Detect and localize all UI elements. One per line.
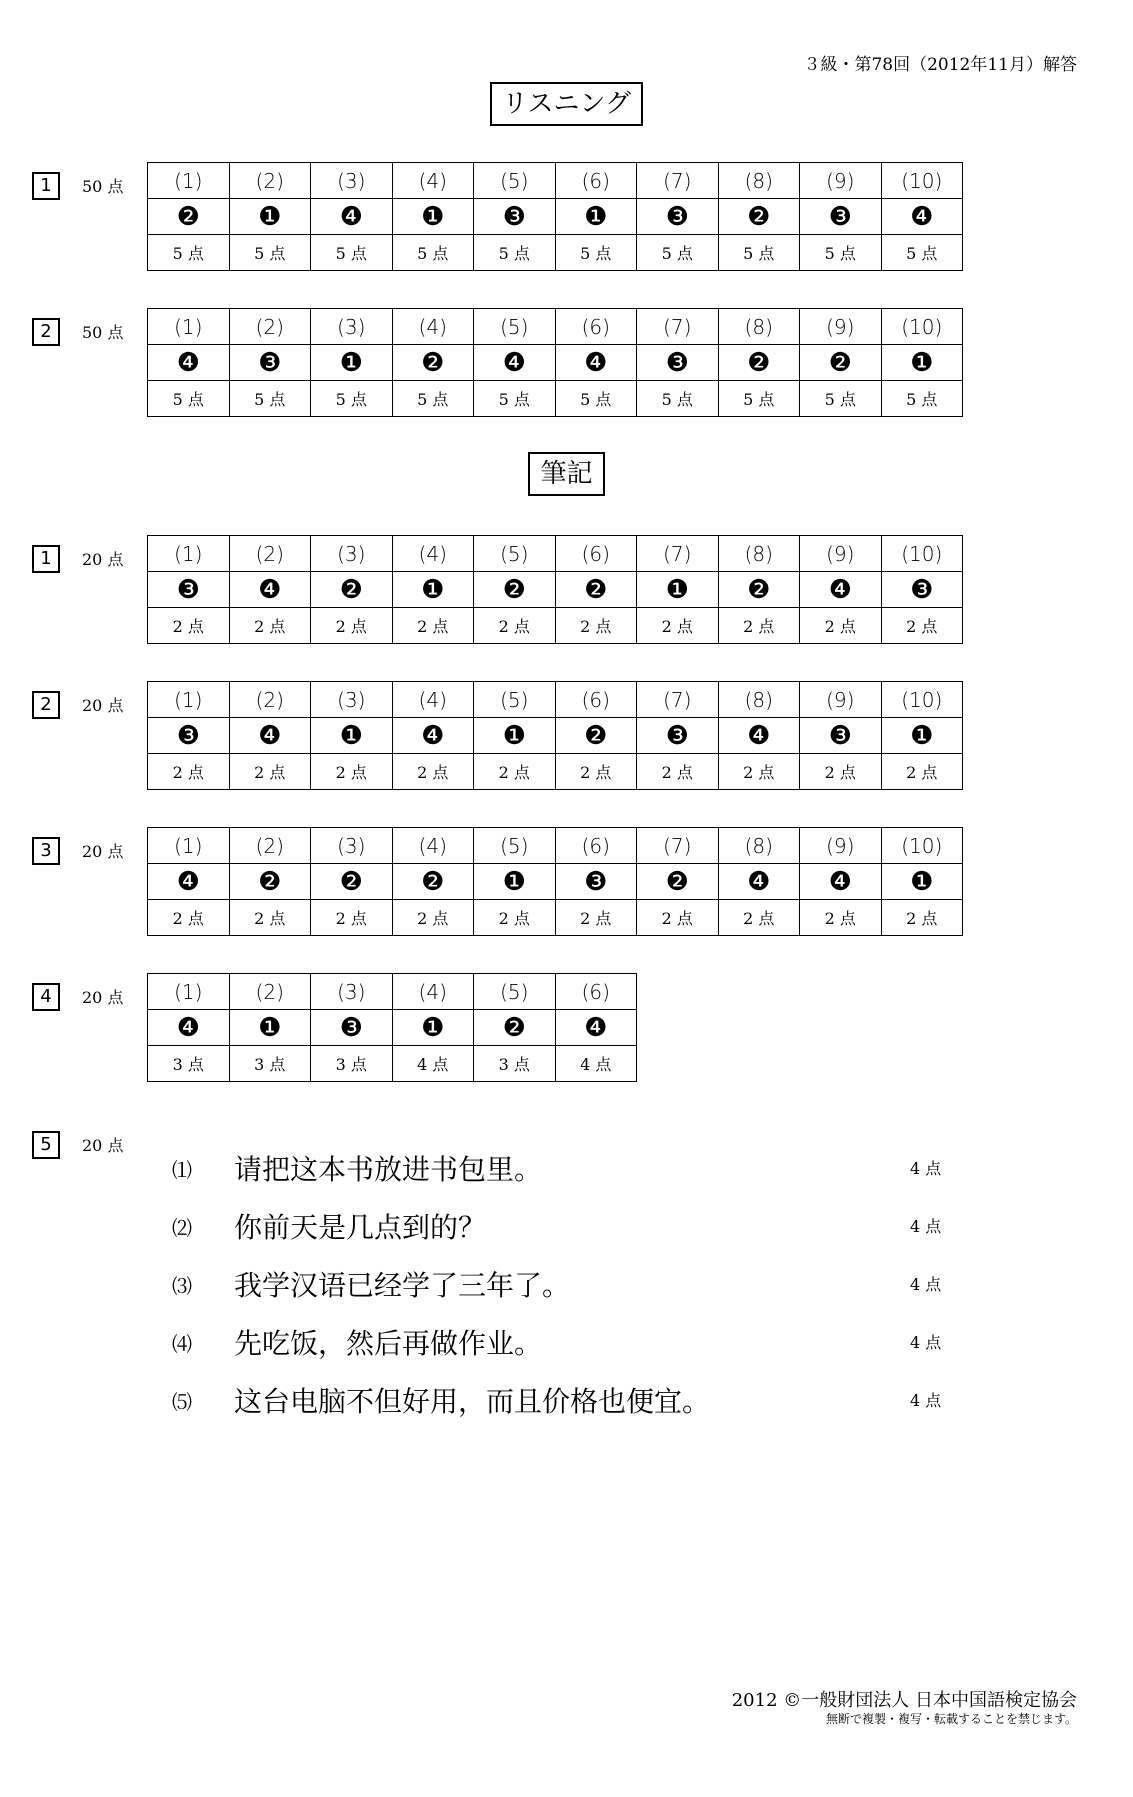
item-label: (8) <box>718 682 800 718</box>
answer-cell: ❶ <box>392 1010 474 1046</box>
score-cell: 5 点 <box>474 381 556 417</box>
score-cell: 5 点 <box>311 235 393 271</box>
item-label: (3) <box>311 974 393 1010</box>
question-number: 1 <box>32 172 60 200</box>
answer-cell: ❶ <box>229 1010 311 1046</box>
question-points: 20 点 <box>82 1136 124 1155</box>
answer-cell: ❷ <box>718 572 800 608</box>
translation-item <box>172 1380 972 1438</box>
answer-cell: ❹ <box>881 199 963 235</box>
score-cell: 2 点 <box>637 900 719 936</box>
score-cell: 4 点 <box>392 1046 474 1082</box>
answer-cell: ❶ <box>474 864 556 900</box>
question-points: 50 点 <box>82 177 124 196</box>
item-label: (7) <box>637 682 719 718</box>
answer-cell: ❹ <box>311 199 393 235</box>
item-label: (2) <box>229 974 311 1010</box>
listening-question-1 <box>32 162 992 272</box>
question-number: 2 <box>32 691 60 719</box>
score-cell: 2 点 <box>392 754 474 790</box>
question-number: 2 <box>32 318 60 346</box>
answer-cell: ❷ <box>637 864 719 900</box>
item-label: ⑷ <box>172 1332 192 1356</box>
item-points: 4 点 <box>910 1391 942 1410</box>
score-cell: 3 点 <box>474 1046 556 1082</box>
writing-title: 筆記 <box>528 452 604 496</box>
item-label: (4) <box>392 974 474 1010</box>
translation-text: 这台电脑不但好用，而且价格也便宜。 <box>234 1385 711 1418</box>
answer-table <box>147 973 637 1082</box>
score-cell: 2 点 <box>311 608 393 644</box>
item-label: (4) <box>392 828 474 864</box>
answer-cell: ❷ <box>555 718 637 754</box>
answer-cell: ❹ <box>555 1010 637 1046</box>
translation-item <box>172 1264 972 1322</box>
answer-cell: ❹ <box>800 864 882 900</box>
item-label: (10) <box>881 309 963 345</box>
item-label: (3) <box>311 163 393 199</box>
question-points: 20 点 <box>82 696 124 715</box>
score-cell: 4 点 <box>555 1046 637 1082</box>
writing-question-3 <box>32 827 992 937</box>
item-points: 4 点 <box>910 1217 942 1236</box>
question-number: 1 <box>32 545 60 573</box>
score-cell: 2 点 <box>555 608 637 644</box>
writing-question-2 <box>32 681 992 791</box>
item-label: (5) <box>474 682 556 718</box>
answer-cell: ❸ <box>881 572 963 608</box>
item-label: (1) <box>148 682 230 718</box>
answer-cell: ❷ <box>392 864 474 900</box>
score-cell: 2 点 <box>148 754 230 790</box>
item-label: (4) <box>392 682 474 718</box>
score-cell: 5 点 <box>555 381 637 417</box>
page-header: ３級・第78回（2012年11月）解答 <box>803 55 1077 75</box>
answer-cell: ❹ <box>392 718 474 754</box>
score-cell: 3 点 <box>311 1046 393 1082</box>
question-number: 3 <box>32 837 60 865</box>
item-points: 4 点 <box>910 1159 942 1178</box>
score-cell: 5 点 <box>881 381 963 417</box>
score-cell: 2 点 <box>311 900 393 936</box>
answer-cell: ❷ <box>800 345 882 381</box>
item-label: (1) <box>148 309 230 345</box>
item-label: (8) <box>718 828 800 864</box>
score-cell: 2 点 <box>881 754 963 790</box>
answer-cell: ❹ <box>148 345 230 381</box>
answer-cell: ❸ <box>800 718 882 754</box>
answer-cell: ❸ <box>311 1010 393 1046</box>
answer-cell: ❹ <box>718 864 800 900</box>
item-label: (10) <box>881 828 963 864</box>
score-cell: 2 点 <box>800 754 882 790</box>
answer-cell: ❷ <box>392 345 474 381</box>
answer-cell: ❹ <box>555 345 637 381</box>
question-points: 20 点 <box>82 842 124 861</box>
item-label: (6) <box>555 828 637 864</box>
translation-text: 请把这本书放进书包里。 <box>234 1153 543 1186</box>
score-cell: 5 点 <box>229 381 311 417</box>
score-cell: 2 点 <box>718 608 800 644</box>
translation-item <box>172 1206 972 1264</box>
item-label: (6) <box>555 309 637 345</box>
translation-item <box>172 1322 972 1380</box>
item-label: (6) <box>555 536 637 572</box>
score-cell: 3 点 <box>148 1046 230 1082</box>
answer-cell: ❸ <box>229 345 311 381</box>
answer-cell: ❶ <box>637 572 719 608</box>
answer-cell: ❶ <box>311 718 393 754</box>
score-cell: 5 点 <box>229 235 311 271</box>
answer-cell: ❶ <box>474 718 556 754</box>
score-cell: 5 点 <box>311 381 393 417</box>
answer-cell: ❹ <box>229 572 311 608</box>
score-cell: 5 点 <box>881 235 963 271</box>
item-label: (4) <box>392 163 474 199</box>
item-label: (2) <box>229 536 311 572</box>
score-cell: 5 点 <box>718 381 800 417</box>
item-label: (7) <box>637 828 719 864</box>
item-label: (5) <box>474 974 556 1010</box>
score-cell: 2 点 <box>881 608 963 644</box>
answer-table <box>147 162 963 271</box>
answer-table <box>147 308 963 417</box>
item-label: (6) <box>555 682 637 718</box>
answer-table <box>147 827 963 936</box>
item-label: (4) <box>392 536 474 572</box>
score-cell: 2 点 <box>474 608 556 644</box>
listening-title: リスニング <box>490 82 643 126</box>
answer-cell: ❸ <box>474 199 556 235</box>
question-points: 50 点 <box>82 323 124 342</box>
answer-cell: ❷ <box>474 1010 556 1046</box>
item-label: (2) <box>229 828 311 864</box>
writing-question-1 <box>32 535 992 645</box>
answer-cell: ❸ <box>637 199 719 235</box>
item-label: (7) <box>637 309 719 345</box>
score-cell: 5 点 <box>148 235 230 271</box>
listening-title-wrap <box>0 82 1133 126</box>
score-cell: 5 点 <box>148 381 230 417</box>
answer-cell: ❷ <box>474 572 556 608</box>
item-label: ⑴ <box>172 1158 192 1182</box>
score-cell: 2 点 <box>555 900 637 936</box>
translation-item <box>172 1148 972 1206</box>
answer-cell: ❷ <box>148 199 230 235</box>
score-cell: 5 点 <box>392 381 474 417</box>
item-label: (2) <box>229 682 311 718</box>
answer-table <box>147 535 963 644</box>
translation-text: 我学汉语已经学了三年了。 <box>234 1269 571 1302</box>
answer-cell: ❹ <box>148 864 230 900</box>
item-label: (3) <box>311 536 393 572</box>
item-label: (2) <box>229 163 311 199</box>
item-label: (6) <box>555 163 637 199</box>
answer-cell: ❶ <box>311 345 393 381</box>
item-label: (7) <box>637 536 719 572</box>
answer-cell: ❷ <box>718 345 800 381</box>
answer-cell: ❶ <box>881 718 963 754</box>
item-label: (9) <box>800 536 882 572</box>
translation-list <box>172 1148 972 1438</box>
item-label: (4) <box>392 309 474 345</box>
answer-cell: ❷ <box>311 864 393 900</box>
score-cell: 5 点 <box>637 235 719 271</box>
score-cell: 5 点 <box>637 381 719 417</box>
item-label: (9) <box>800 682 882 718</box>
copyright-notice: 無断で複製・複写・転載することを禁じます。 <box>825 1712 1077 1726</box>
item-label: (8) <box>718 163 800 199</box>
score-cell: 2 点 <box>229 608 311 644</box>
score-cell: 5 点 <box>474 235 556 271</box>
item-label: (3) <box>311 682 393 718</box>
answer-cell: ❹ <box>229 718 311 754</box>
writing-question-4 <box>32 973 992 1083</box>
item-label: (1) <box>148 828 230 864</box>
answer-cell: ❸ <box>637 718 719 754</box>
answer-table <box>147 681 963 790</box>
answer-cell: ❷ <box>555 572 637 608</box>
item-points: 4 点 <box>910 1333 942 1352</box>
item-label: (2) <box>229 309 311 345</box>
copyright-text: 2012 ©一般財団法人 日本中国語検定協会 <box>731 1690 1077 1711</box>
answer-cell: ❶ <box>229 199 311 235</box>
item-label: (9) <box>800 828 882 864</box>
score-cell: 5 点 <box>392 235 474 271</box>
answer-cell: ❷ <box>718 199 800 235</box>
item-label: (6) <box>555 974 637 1010</box>
score-cell: 2 点 <box>392 900 474 936</box>
answer-cell: ❹ <box>800 572 882 608</box>
score-cell: 5 点 <box>800 381 882 417</box>
score-cell: 2 点 <box>881 900 963 936</box>
answer-cell: ❷ <box>229 864 311 900</box>
item-label: (5) <box>474 828 556 864</box>
answer-cell: ❶ <box>392 572 474 608</box>
answer-cell: ❹ <box>474 345 556 381</box>
listening-question-2 <box>32 308 992 418</box>
answer-cell: ❶ <box>555 199 637 235</box>
translation-text: 你前天是几点到的？ <box>234 1211 487 1244</box>
question-points: 20 点 <box>82 550 124 569</box>
answer-cell: ❹ <box>718 718 800 754</box>
item-label: (9) <box>800 163 882 199</box>
answer-cell: ❸ <box>637 345 719 381</box>
item-label: (8) <box>718 309 800 345</box>
item-points: 4 点 <box>910 1275 942 1294</box>
item-label: (1) <box>148 536 230 572</box>
score-cell: 2 点 <box>229 900 311 936</box>
answer-cell: ❸ <box>148 718 230 754</box>
writing-title-wrap <box>0 452 1133 496</box>
score-cell: 2 点 <box>474 900 556 936</box>
score-cell: 2 点 <box>148 608 230 644</box>
item-label: ⑶ <box>172 1274 192 1298</box>
item-label: (7) <box>637 163 719 199</box>
item-label: (10) <box>881 163 963 199</box>
answer-cell: ❸ <box>148 572 230 608</box>
item-label: (5) <box>474 536 556 572</box>
score-cell: 2 点 <box>637 754 719 790</box>
item-label: (10) <box>881 536 963 572</box>
score-cell: 2 点 <box>718 754 800 790</box>
score-cell: 5 点 <box>718 235 800 271</box>
score-cell: 2 点 <box>474 754 556 790</box>
item-label: (10) <box>881 682 963 718</box>
answer-cell: ❸ <box>555 864 637 900</box>
item-label: (5) <box>474 163 556 199</box>
score-cell: 2 点 <box>229 754 311 790</box>
question-number: 5 <box>32 1131 60 1159</box>
score-cell: 2 点 <box>800 900 882 936</box>
answer-cell: ❹ <box>148 1010 230 1046</box>
score-cell: 2 点 <box>311 754 393 790</box>
score-cell: 5 点 <box>800 235 882 271</box>
score-cell: 2 点 <box>148 900 230 936</box>
score-cell: 5 点 <box>555 235 637 271</box>
item-label: (3) <box>311 828 393 864</box>
question-number: 4 <box>32 983 60 1011</box>
answer-cell: ❶ <box>881 864 963 900</box>
score-cell: 2 点 <box>800 608 882 644</box>
score-cell: 2 点 <box>637 608 719 644</box>
score-cell: 2 点 <box>555 754 637 790</box>
score-cell: 3 点 <box>229 1046 311 1082</box>
answer-cell: ❶ <box>392 199 474 235</box>
item-label: ⑸ <box>172 1390 192 1414</box>
item-label: (9) <box>800 309 882 345</box>
translation-text: 先吃饭，然后再做作业。 <box>234 1327 543 1360</box>
score-cell: 2 点 <box>392 608 474 644</box>
item-label: (5) <box>474 309 556 345</box>
answer-cell: ❶ <box>881 345 963 381</box>
answer-cell: ❷ <box>311 572 393 608</box>
item-label: (1) <box>148 974 230 1010</box>
question-points: 20 点 <box>82 988 124 1007</box>
answer-cell: ❸ <box>800 199 882 235</box>
item-label: (8) <box>718 536 800 572</box>
score-cell: 2 点 <box>718 900 800 936</box>
item-label: (3) <box>311 309 393 345</box>
item-label: ⑵ <box>172 1216 192 1240</box>
item-label: (1) <box>148 163 230 199</box>
